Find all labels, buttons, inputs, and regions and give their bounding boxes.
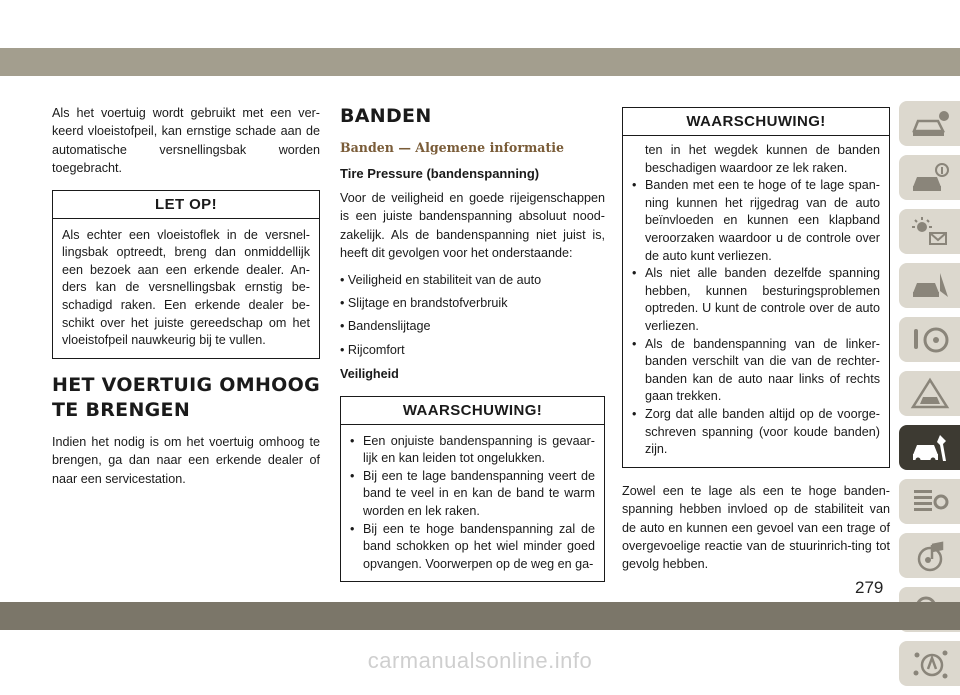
list-item: • Slijtage en brandstofverbruik <box>340 296 508 311</box>
tab-warning-lights[interactable] <box>899 209 960 254</box>
lifting-paragraph: Indien het nodig is om het voertuig omhoog te brengen, ga dan naar een erkende dealer of naar een servicestation. <box>52 434 320 486</box>
dashboard-info-icon <box>910 161 950 195</box>
watermark: carmanualsonline.info <box>367 648 593 673</box>
column-right <box>622 104 890 582</box>
warning-item: • Banden met een te hoge of te lage span-ning kunnen het rijgedrag van de auto beïnvloeden en kunnen een klapband veroorzaken waardoor u de controle over de auto kunt verliezen. <box>632 177 880 265</box>
tab-specifications[interactable] <box>899 479 960 524</box>
tab-safety[interactable] <box>899 263 960 308</box>
car-service-icon <box>910 431 950 465</box>
section-heading-lifting: HET VOERTUIG OMHOOG TE BRENGEN <box>52 373 320 421</box>
list-item: • Bandenslijtage <box>340 319 431 334</box>
page-number: 279 <box>855 578 884 597</box>
tab-multimedia[interactable] <box>899 533 960 578</box>
multimedia-icon <box>910 539 950 573</box>
bottom-band <box>0 602 960 630</box>
warning-title: WAARSCHUWING! <box>623 108 889 136</box>
specifications-icon <box>910 485 950 519</box>
caution-title: LET OP! <box>53 191 319 219</box>
effects-list <box>340 271 605 360</box>
warning-item: • Zorg dat alle banden altijd op de voorge-schreven spanning (voor koude banden) zijn. <box>632 406 880 459</box>
warning-box-continued <box>622 107 890 468</box>
safety-icon <box>910 269 950 303</box>
warning-item: • Bij een te lage bandenspanning veert de band te veel in en kan de band te warm worden en lek raken. <box>350 468 595 521</box>
stability-paragraph: Zowel een te lage als een te hoge banden-spanning hebben invloed op de stabiliteit van de auto en kunnen een gevoel van een trage of overgevoelige reactie van de stuurinrich-ting tot gevolg hebben. <box>622 483 890 572</box>
warning-title: WAARSCHUWING! <box>341 397 604 425</box>
steering-wheel-icon <box>910 323 950 357</box>
warning-continuation: ten in het wegdek kunnen de banden beschadigen waardoor ze lek raken. <box>645 143 880 175</box>
tab-steering[interactable] <box>899 317 960 362</box>
column-left <box>52 104 320 496</box>
warning-item: • Bij een te hoge bandenspanning zal de band schokken op het wiel minder goed opvangen. Voorwerpen op de weg en ga- <box>350 521 595 574</box>
tab-emergency[interactable] <box>899 371 960 416</box>
caution-box <box>52 190 320 359</box>
car-info-icon <box>910 107 950 141</box>
safety-label: Veiligheid <box>340 367 399 382</box>
section-heading-tires: BANDEN <box>340 105 432 127</box>
subsubheading-tire-pressure: Tire Pressure (bandenspanning) <box>340 166 540 181</box>
list-item: • Veiligheid en stabiliteit van de auto <box>340 272 542 287</box>
warning-box <box>340 396 605 583</box>
tab-car-info[interactable] <box>899 101 960 146</box>
tab-car-service[interactable] <box>899 425 960 470</box>
tab-dashboard-info[interactable] <box>899 155 960 200</box>
warning-item: • Als de bandenspanning van de linker-banden verschilt van die van de rechter-banden kan de auto naar links of rechts gaan trekken. <box>632 336 880 406</box>
column-middle <box>340 104 605 596</box>
list-item: • Rijcomfort <box>340 342 405 357</box>
subheading-general: Banden — Algemene informatie <box>340 140 565 155</box>
emergency-icon <box>910 377 950 411</box>
tire-pressure-paragraph: Voor de veiligheid en goede rijeigenschappen is een juiste bandenspanning absoluut nood-zakelijk. Als de bandenspanning niet juist is, heeft dit gevolgen voor het onderstaande: <box>340 191 605 261</box>
warning-item: • Als niet alle banden dezelfde spanning hebben, kunnen besturingsproblemen optreden. U kunt de controle over de auto verliezen. <box>632 265 880 335</box>
warning-item: • Een onjuiste bandenspanning is gevaar-lijk en kan leiden tot ongelukken. <box>350 433 595 468</box>
intro-paragraph: Als het voertuig wordt gebruikt met een ver-keerd vloeistofpeil, kan ernstige schade aan de automatische versnellingsbak worden toegebracht. <box>52 106 320 176</box>
caution-text: Als echter een vloeistoflek in de versnel-lingsbak optreedt, breng dan onmiddellijk een bezoek aan een erkende dealer. An-ders kan de versnellingsbak ernstig be-schadigd raken. Een erkende dealer be-schikt over het juiste gereedschap om het vloeistofpeil nauwkeurig bij te vullen. <box>62 227 310 348</box>
warning-lights-icon <box>910 215 950 249</box>
top-band <box>0 48 960 76</box>
